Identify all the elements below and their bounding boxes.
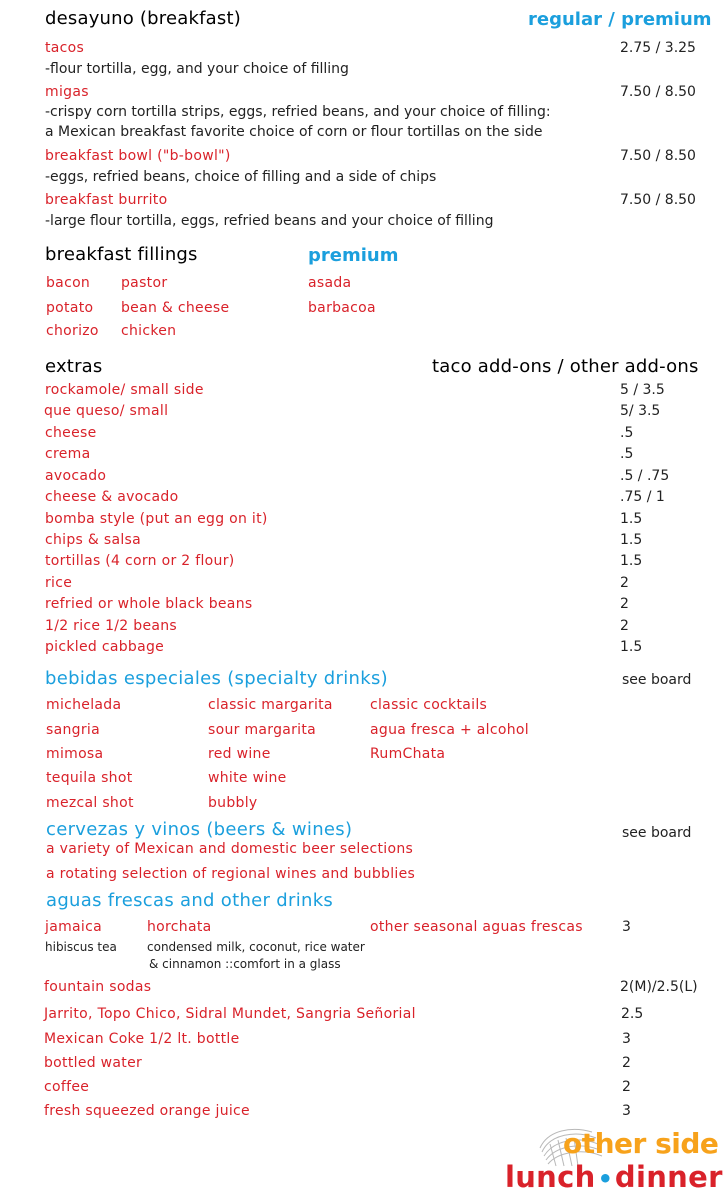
fillings-premium-title: premium <box>308 245 399 266</box>
filling-barbacoa: barbacoa <box>308 300 376 316</box>
extra-price: 1.5 <box>620 532 643 548</box>
logo-dot: • <box>597 1165 613 1193</box>
drink-seasonal-aguas: other seasonal aguas frescas <box>370 919 583 935</box>
price-migas: 7.50 / 8.50 <box>620 84 696 100</box>
extra-price: .5 <box>620 425 634 441</box>
extra-item: crema <box>45 446 91 462</box>
drink-sangria: sangria <box>46 722 100 738</box>
logo-lunch: lunch <box>505 1160 596 1194</box>
drink-classic-margarita: classic margarita <box>208 697 333 713</box>
drink-price: 2(M)/2.5(L) <box>620 979 698 995</box>
drink-item: Jarrito, Topo Chico, Sidral Mundet, Sangria Señorial <box>44 1006 416 1022</box>
beers-price: see board <box>622 825 692 841</box>
seasonal-aguas-price: 3 <box>622 919 631 935</box>
drink-price: 2 <box>622 1079 631 1095</box>
extra-price: .5 <box>620 446 634 462</box>
drink-sour-margarita: sour margarita <box>208 722 317 738</box>
specialty-price: see board <box>622 672 692 688</box>
extra-item: bomba style (put an egg on it) <box>45 511 268 527</box>
desc-migas-2: a Mexican breakfast favorite choice of corn or flour tortillas on the side <box>45 124 543 140</box>
drink-item: coffee <box>44 1079 90 1095</box>
logo-other-side: other side <box>563 1127 719 1160</box>
extra-price: 5 / 3.5 <box>620 382 665 398</box>
beers-line-2: a rotating selection of regional wines and bubblies <box>46 866 416 882</box>
extra-price: 1.5 <box>620 511 643 527</box>
desc-breakfast-bowl: -eggs, refried beans, choice of filling and a side of chips <box>45 169 437 185</box>
drink-item: bottled water <box>44 1055 143 1071</box>
menu-item-breakfast-bowl: breakfast bowl ("b-bowl") <box>45 148 231 164</box>
extra-price: 5/ 3.5 <box>620 403 661 419</box>
desc-tacos: -flour tortilla, egg, and your choice of filling <box>45 61 349 77</box>
drink-jamaica: jamaica <box>45 919 102 935</box>
logo-lunch-dinner <box>505 1160 723 1196</box>
drink-horchata: horchata <box>147 919 212 935</box>
extra-item: que queso/ small <box>44 403 169 419</box>
extra-item: 1/2 rice 1/2 beans <box>45 618 178 634</box>
horchata-desc-2: & cinnamon ::comfort in a glass <box>149 957 341 971</box>
drink-michelada: michelada <box>46 697 122 713</box>
beers-line-1: a variety of Mexican and domestic beer selections <box>46 841 414 857</box>
drink-mezcal-shot: mezcal shot <box>46 795 134 811</box>
drink-price: 2 <box>622 1055 631 1071</box>
beers-title: cervezas y vinos (beers & wines) <box>46 819 353 840</box>
desc-breakfast-burrito: -large flour tortilla, eggs, refried beans and your choice of filling <box>45 213 494 229</box>
desc-migas-1: -crispy corn tortilla strips, eggs, refried beans, and your choice of filling: <box>45 104 551 120</box>
extra-price: 2 <box>620 618 629 634</box>
logo-dinner: dinner <box>614 1160 723 1194</box>
extra-item: chips & salsa <box>45 532 141 548</box>
extra-item: tortillas (4 corn or 2 flour) <box>45 553 235 569</box>
filling-potato: potato <box>46 300 94 316</box>
drink-tequila-shot: tequila shot <box>46 770 133 786</box>
extra-price: 1.5 <box>620 553 643 569</box>
breakfast-price-header: regular / premium <box>528 9 712 30</box>
extra-price: 1.5 <box>620 639 643 655</box>
menu-item-migas: migas <box>45 84 89 100</box>
extra-item: rice <box>45 575 73 591</box>
jamaica-desc: hibiscus tea <box>45 940 117 954</box>
aguas-title: aguas frescas and other drinks <box>46 890 334 911</box>
extra-item: rockamole/ small side <box>45 382 204 398</box>
extra-price: .5 / .75 <box>620 468 670 484</box>
price-breakfast-burrito: 7.50 / 8.50 <box>620 192 696 208</box>
filling-chicken: chicken <box>121 323 177 339</box>
drink-price: 3 <box>622 1031 631 1047</box>
price-breakfast-bowl: 7.50 / 8.50 <box>620 148 696 164</box>
drink-item: Mexican Coke 1/2 lt. bottle <box>44 1031 240 1047</box>
drink-red-wine: red wine <box>208 746 271 762</box>
menu-item-breakfast-burrito: breakfast burrito <box>45 192 168 208</box>
extra-item: cheese <box>45 425 97 441</box>
drink-classic-cocktails: classic cocktails <box>370 697 488 713</box>
drink-rumchata: RumChata <box>370 746 446 762</box>
extra-item: refried or whole black beans <box>45 596 253 612</box>
extra-item: cheese & avocado <box>45 489 179 505</box>
drink-white-wine: white wine <box>208 770 287 786</box>
extra-item: pickled cabbage <box>45 639 165 655</box>
fillings-title: breakfast fillings <box>45 244 198 265</box>
drink-item: fresh squeezed orange juice <box>44 1103 250 1119</box>
drink-item: fountain sodas <box>44 979 152 995</box>
menu-item-tacos: tacos <box>45 40 85 56</box>
breakfast-title: desayuno (breakfast) <box>45 8 241 29</box>
specialty-title: bebidas especiales (specialty drinks) <box>45 668 388 689</box>
extra-price: 2 <box>620 596 629 612</box>
drink-agua-fresca-alcohol: agua fresca + alcohol <box>370 722 529 738</box>
filling-bean-cheese: bean & cheese <box>121 300 230 316</box>
drink-bubbly: bubbly <box>208 795 258 811</box>
filling-bacon: bacon <box>46 275 91 291</box>
filling-chorizo: chorizo <box>46 323 99 339</box>
extra-price: 2 <box>620 575 629 591</box>
horchata-desc-1: condensed milk, coconut, rice water <box>147 940 365 954</box>
extras-title: extras <box>45 356 103 377</box>
filling-asada: asada <box>308 275 352 291</box>
extra-item: avocado <box>45 468 107 484</box>
filling-pastor: pastor <box>121 275 168 291</box>
extra-price: .75 / 1 <box>620 489 665 505</box>
price-tacos: 2.75 / 3.25 <box>620 40 696 56</box>
drink-price: 3 <box>622 1103 631 1119</box>
extras-price-header: taco add-ons / other add-ons <box>432 356 699 377</box>
drink-price: 2.5 <box>621 1006 644 1022</box>
drink-mimosa: mimosa <box>46 746 104 762</box>
